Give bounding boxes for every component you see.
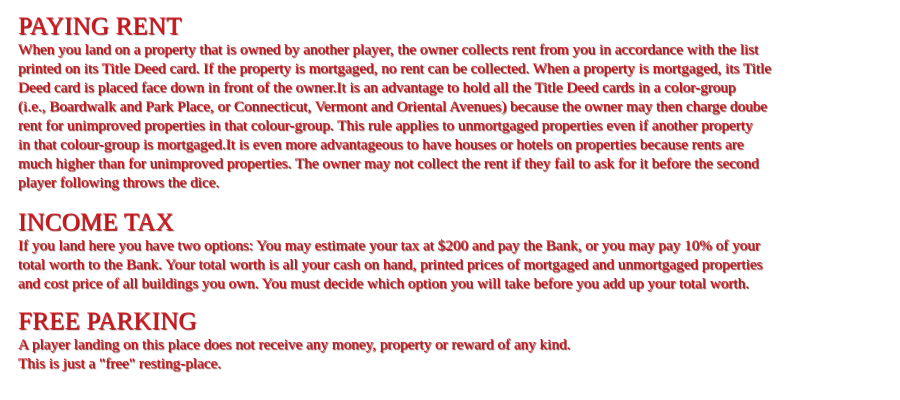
- section-title: INCOME TAX: [18, 209, 174, 236]
- section-paying-rent: [18, 14, 890, 192]
- section-free-parking: [18, 309, 890, 373]
- section-body: If you land here you have two options: You may estimate your tax at $200 and pay the Bank, or you may pay 10% of your total worth to the Bank. Your total worth is all your cash on hand, printed prices of mortgaged and unmortgaged properties and cost price of all buildings you own. You must decide which option you will take before you add up your total worth.: [18, 237, 763, 292]
- section-title: PAYING RENT: [18, 13, 182, 40]
- section-body: A player landing on this place does not receive any money, property or reward of any kind. This is just a "free" resting-place.: [18, 336, 571, 372]
- section-body: When you land on a property that is owned by another player, the owner collects rent from you in accordance with the list printed on its Title Deed card. If the property is mortgaged, no rent can be collected. When a property is mortgaged, its Title Deed card is placed face down in front of the owner.It is an advantage to hold all the Title Deed cards in a color-group (i.e., Boardwalk and Park Place, or Connecticut, Vermont and Oriental Avenues) because the owner may then charge doube rent for unimproved properties in that colour-group. This rule applies to unmortgaged properties even if another property in that colour-group is mortgaged.It is even more advantageous to have houses or hotels on properties because rents are much higher than for unimproved properties. The owner may not collect the rent if they fail to ask for it before the second player following throws the dice.: [18, 41, 772, 191]
- section-income-tax: [18, 210, 890, 293]
- section-title: FREE PARKING: [18, 308, 197, 335]
